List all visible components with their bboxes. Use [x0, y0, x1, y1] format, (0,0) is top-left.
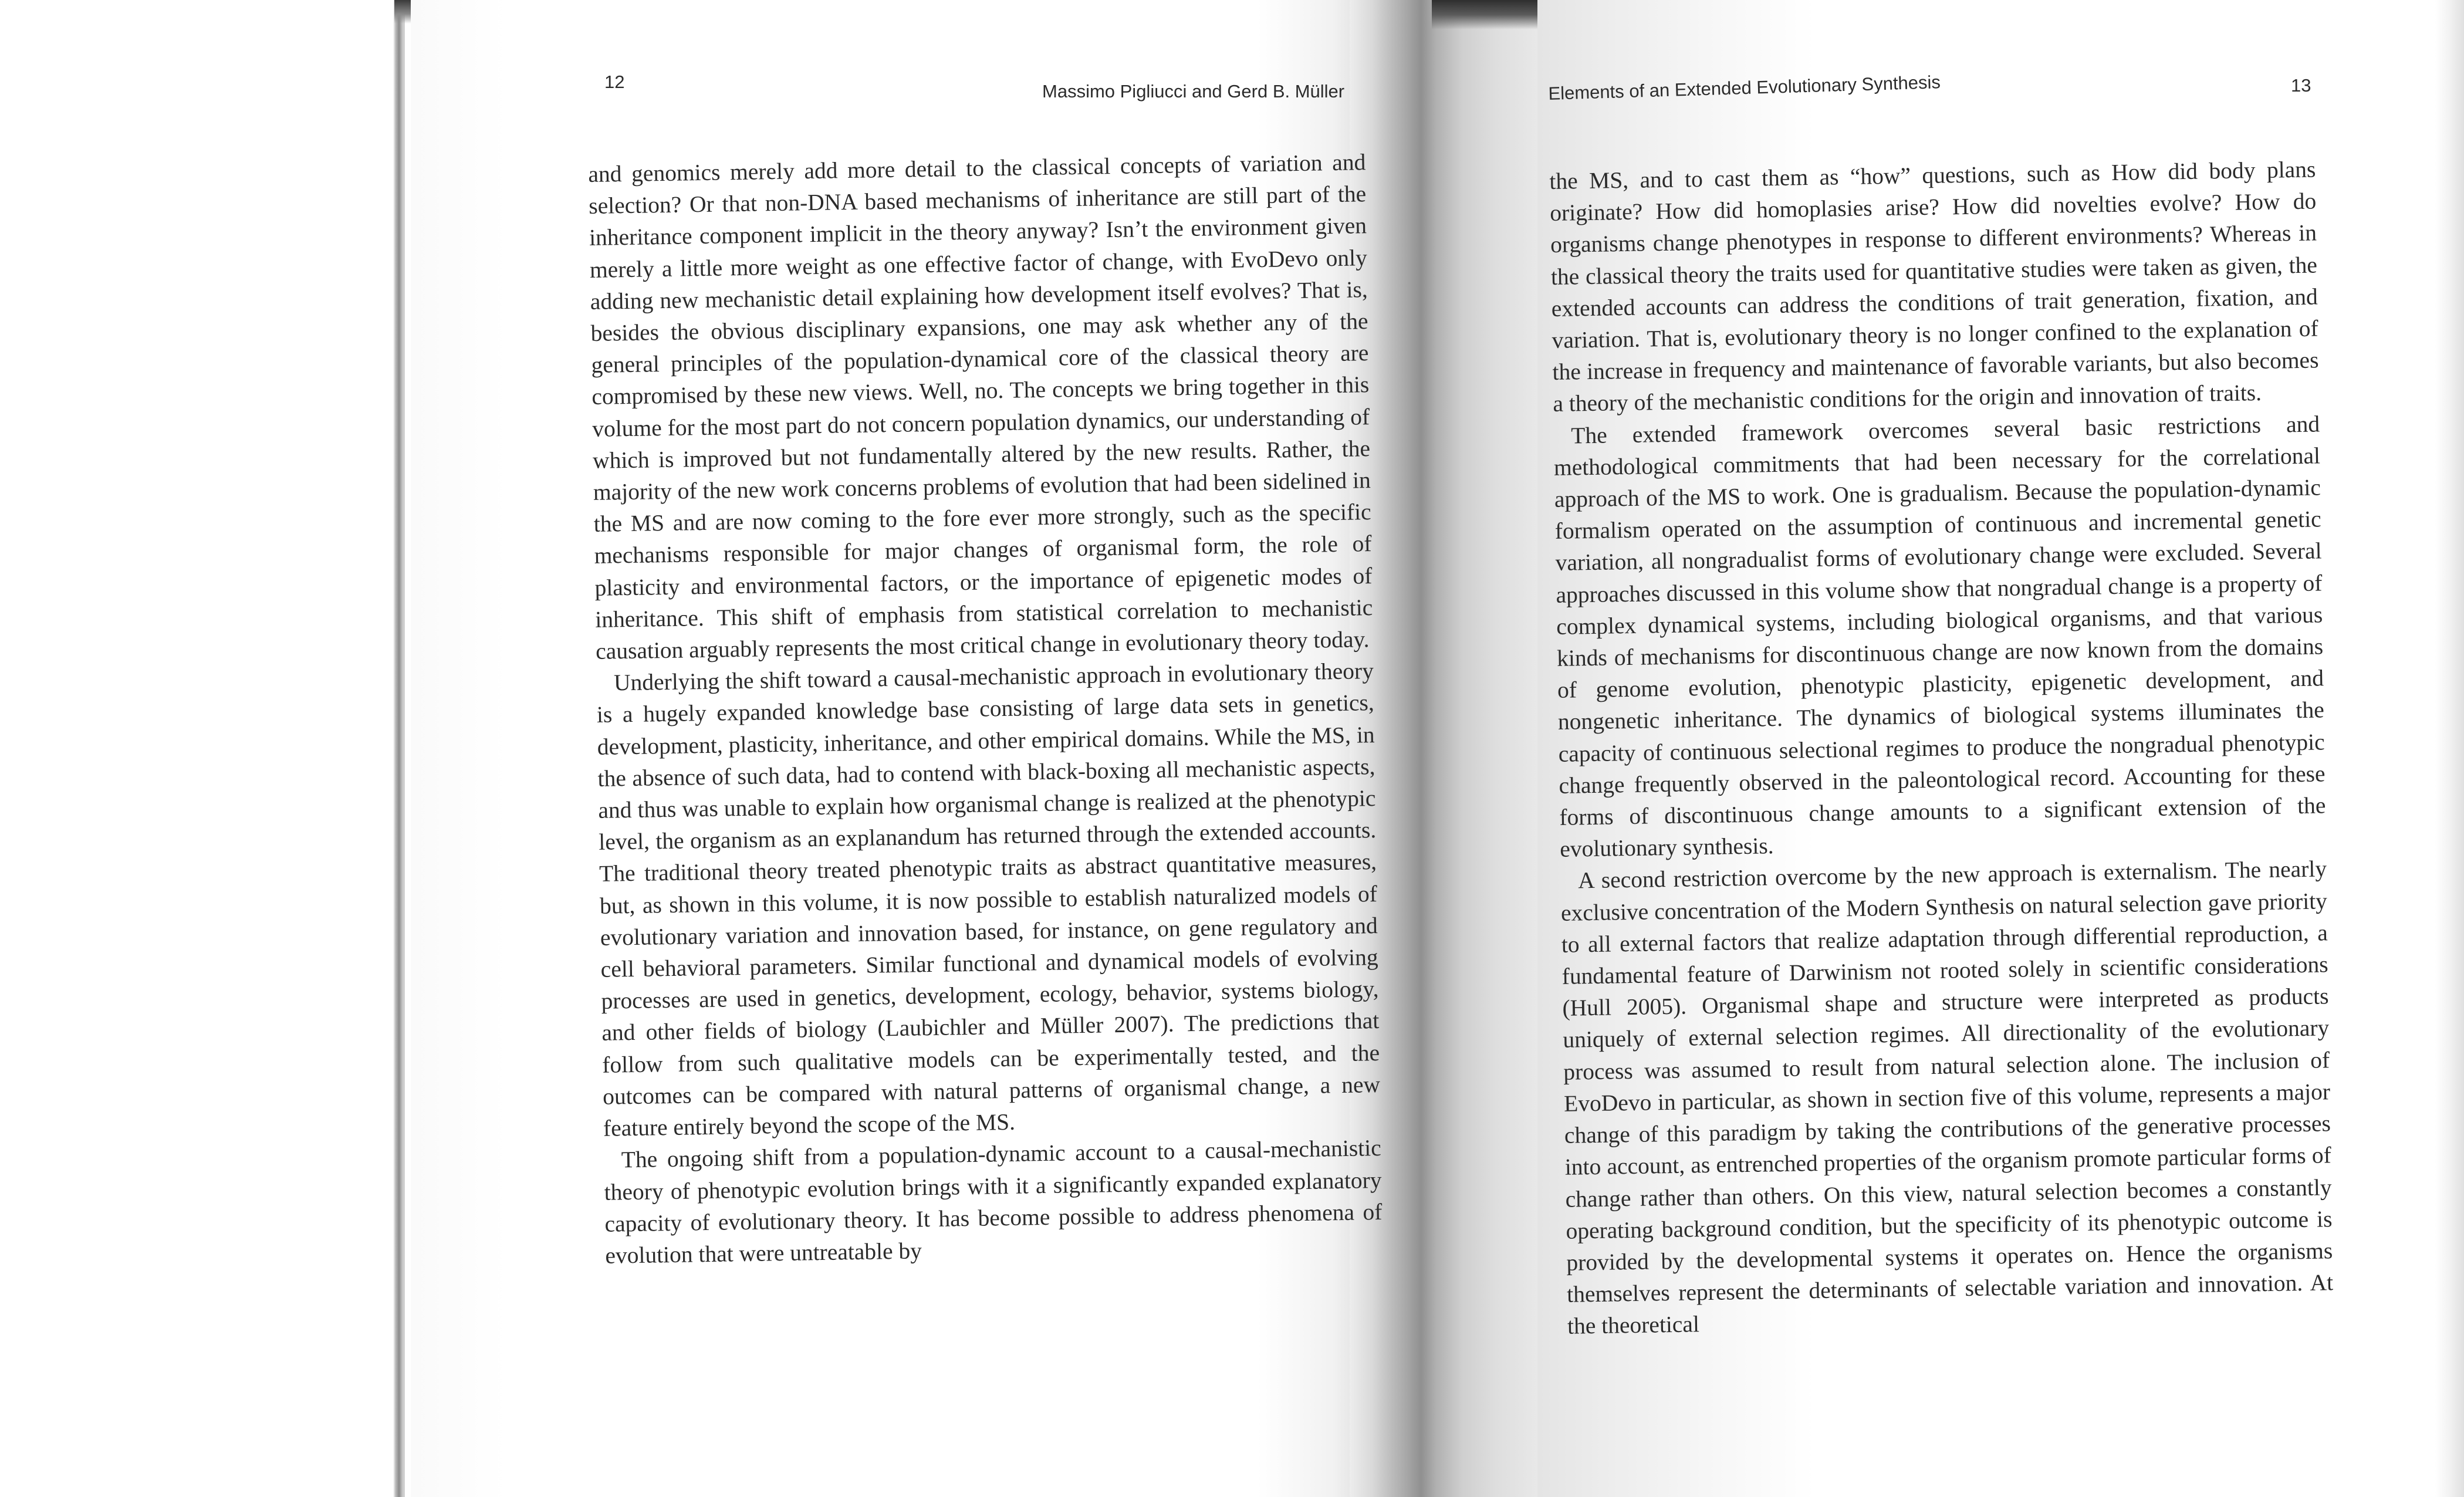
right-running-head: Elements of an Extended Evolutionary Synthesis [1548, 72, 1941, 104]
scan-right-edge [2435, 0, 2464, 1497]
left-page-number: 12 [604, 72, 625, 92]
paragraph: The ongoing shift from a population-dynamic account to a causal-mechanistic theory of phenotypic evolution brings with it a significantly expanded explanatory capacity of evolutionary theory. It has become possible to address phenomena of evolution that were untreatable by [604, 1135, 1383, 1269]
scan-left-edge [0, 0, 405, 1497]
paragraph: The extended framework overcomes several basic restrictions and methodological commitments that had been necessary for the correlational approach of the MS to work. One is gradualism. Because the population-dynamic formalism operated on the assumption of continuous and incremental genetic variation, all nongradualist forms of evolutionary change were excluded. Several approaches discussed in this volume show that nongradual change is a property of complex dynamical systems, including biological organisms, and that various kinds of mechanisms for discontinuous change are now known from the domains of genome evolution, phenotypic plasticity, epigenetic development, and nongenetic inheritance. The dynamics of biological systems illuminates the capacity of continuous selectional regimes to produce the nongradual phenotypic change frequently observed in the paleontological record. Accounting for these forms of discontinuous change amounts to a significant extension of the evolutionary synthesis. [1553, 411, 2326, 863]
right-text-column [1549, 153, 2334, 1342]
left-text-column [588, 146, 1383, 1272]
right-page-number: 13 [2291, 75, 2311, 96]
paragraph: A second restriction overcome by the new approach is externalism. The nearly exclusive concentration of the Modern Synthesis on natural selection gave priority to all external factors that realize adaptation through differential reproduction, a fundamental feature of Darwinism not rooted solely in scientific considerations (Hull 2005). Organismal shape and structure were interpreted as products uniquely of external selection regimes. All directionality of the evolutionary process was assumed to result from natural selection alone. The inclusion of EvoDevo in particular, as shown in section five of this volume, represents a major change of this paradigm by taking the contributions of the generative processes into account, as entrenched properties of the organism promote particular forms of change rather than others. On this view, natural selection becomes a constantly operating background condition, but the specificity of its phenotypic outcome is provided by the developmental systems it operates on. Hence the organisms themselves represent the determinants of selectable variation and innovation. At the theoretical [1560, 856, 2334, 1340]
paragraph: and genomics merely add more detail to the classical concepts of variation and selection? Or that non-DNA based mechanisms of inheritance are still part of the inheritance component implicit in the theory anyway? Isn’t the environment given merely a little more weight as one effective factor of change, with EvoDevo only adding new mechanistic detail explaining how development itself evolves? That is, besides the obvious disciplinary expansions, one may ask whether any of the general principles of the population-dynamical core of the classical theory are compromised by these new views. Well, no. The concepts we bring together in this volume for the most part do not concern population dynamics, our understanding of which is improved but not fundamentally altered by the new results. Rather, the majority of the new work concerns problems of evolution that had been sidelined in the MS and are now coming to the fore ever more strongly, such as the specific mechanisms responsible for major changes of organismal form, the role of plasticity and environmental factors, or the importance of epigenetic modes of inheritance. This shift of emphasis from statistical correlation to mechanistic causation arguably represents the most critical change in evolutionary theory today. [588, 149, 1373, 664]
book-gutter-shadow [1350, 0, 1537, 1497]
paragraph: Underlying the shift toward a causal-mechanistic approach in evolutionary theory is a hugely expanded knowledge base consisting of large data sets in genetics, development, plasticity, inheritance, and other empirical domains. While the MS, in the absence of such data, had to contend with black-boxing all mechanistic aspects, and thus was unable to explain how organismal change is realized at the phenotypic level, the organism as an explanandum has returned through the extended accounts. The traditional theory treated phenotypic traits as abstract quantitative measures, but, as shown in this volume, it is now possible to establish naturalized models of evolutionary variation and innovation based, for instance, on gene regulatory and cell behavioral parameters. Similar functional and dynamical models of evolving processes are used in genetics, development, ecology, behavior, systems biology, and other fields of biology (Laubichler and Müller 2007). The predictions that follow from such qualitative models can be experimentally tested, and the outcomes can be compared with natural patterns of organismal change, a new feature entirely beyond the scope of the MS. [596, 658, 1381, 1141]
paragraph: the MS, and to cast them as “how” questions, such as How did body plans originate? How did homoplasies arise? How did novelties evolve? How do organisms change phenotypes in response to different environments? Whereas in the classical theory the traits used for quantitative studies were taken as given, the extended accounts can address the conditions of trait generation, fixation, and variation. That is, evolutionary theory is no longer confined to the explanation of the increase in frequency and maintenance of favorable variants, but also becomes a theory of the mechanistic conditions for the origin and innovation of traits. [1549, 156, 2319, 417]
left-running-head: Massimo Pigliucci and Gerd B. Müller [1042, 81, 1345, 102]
